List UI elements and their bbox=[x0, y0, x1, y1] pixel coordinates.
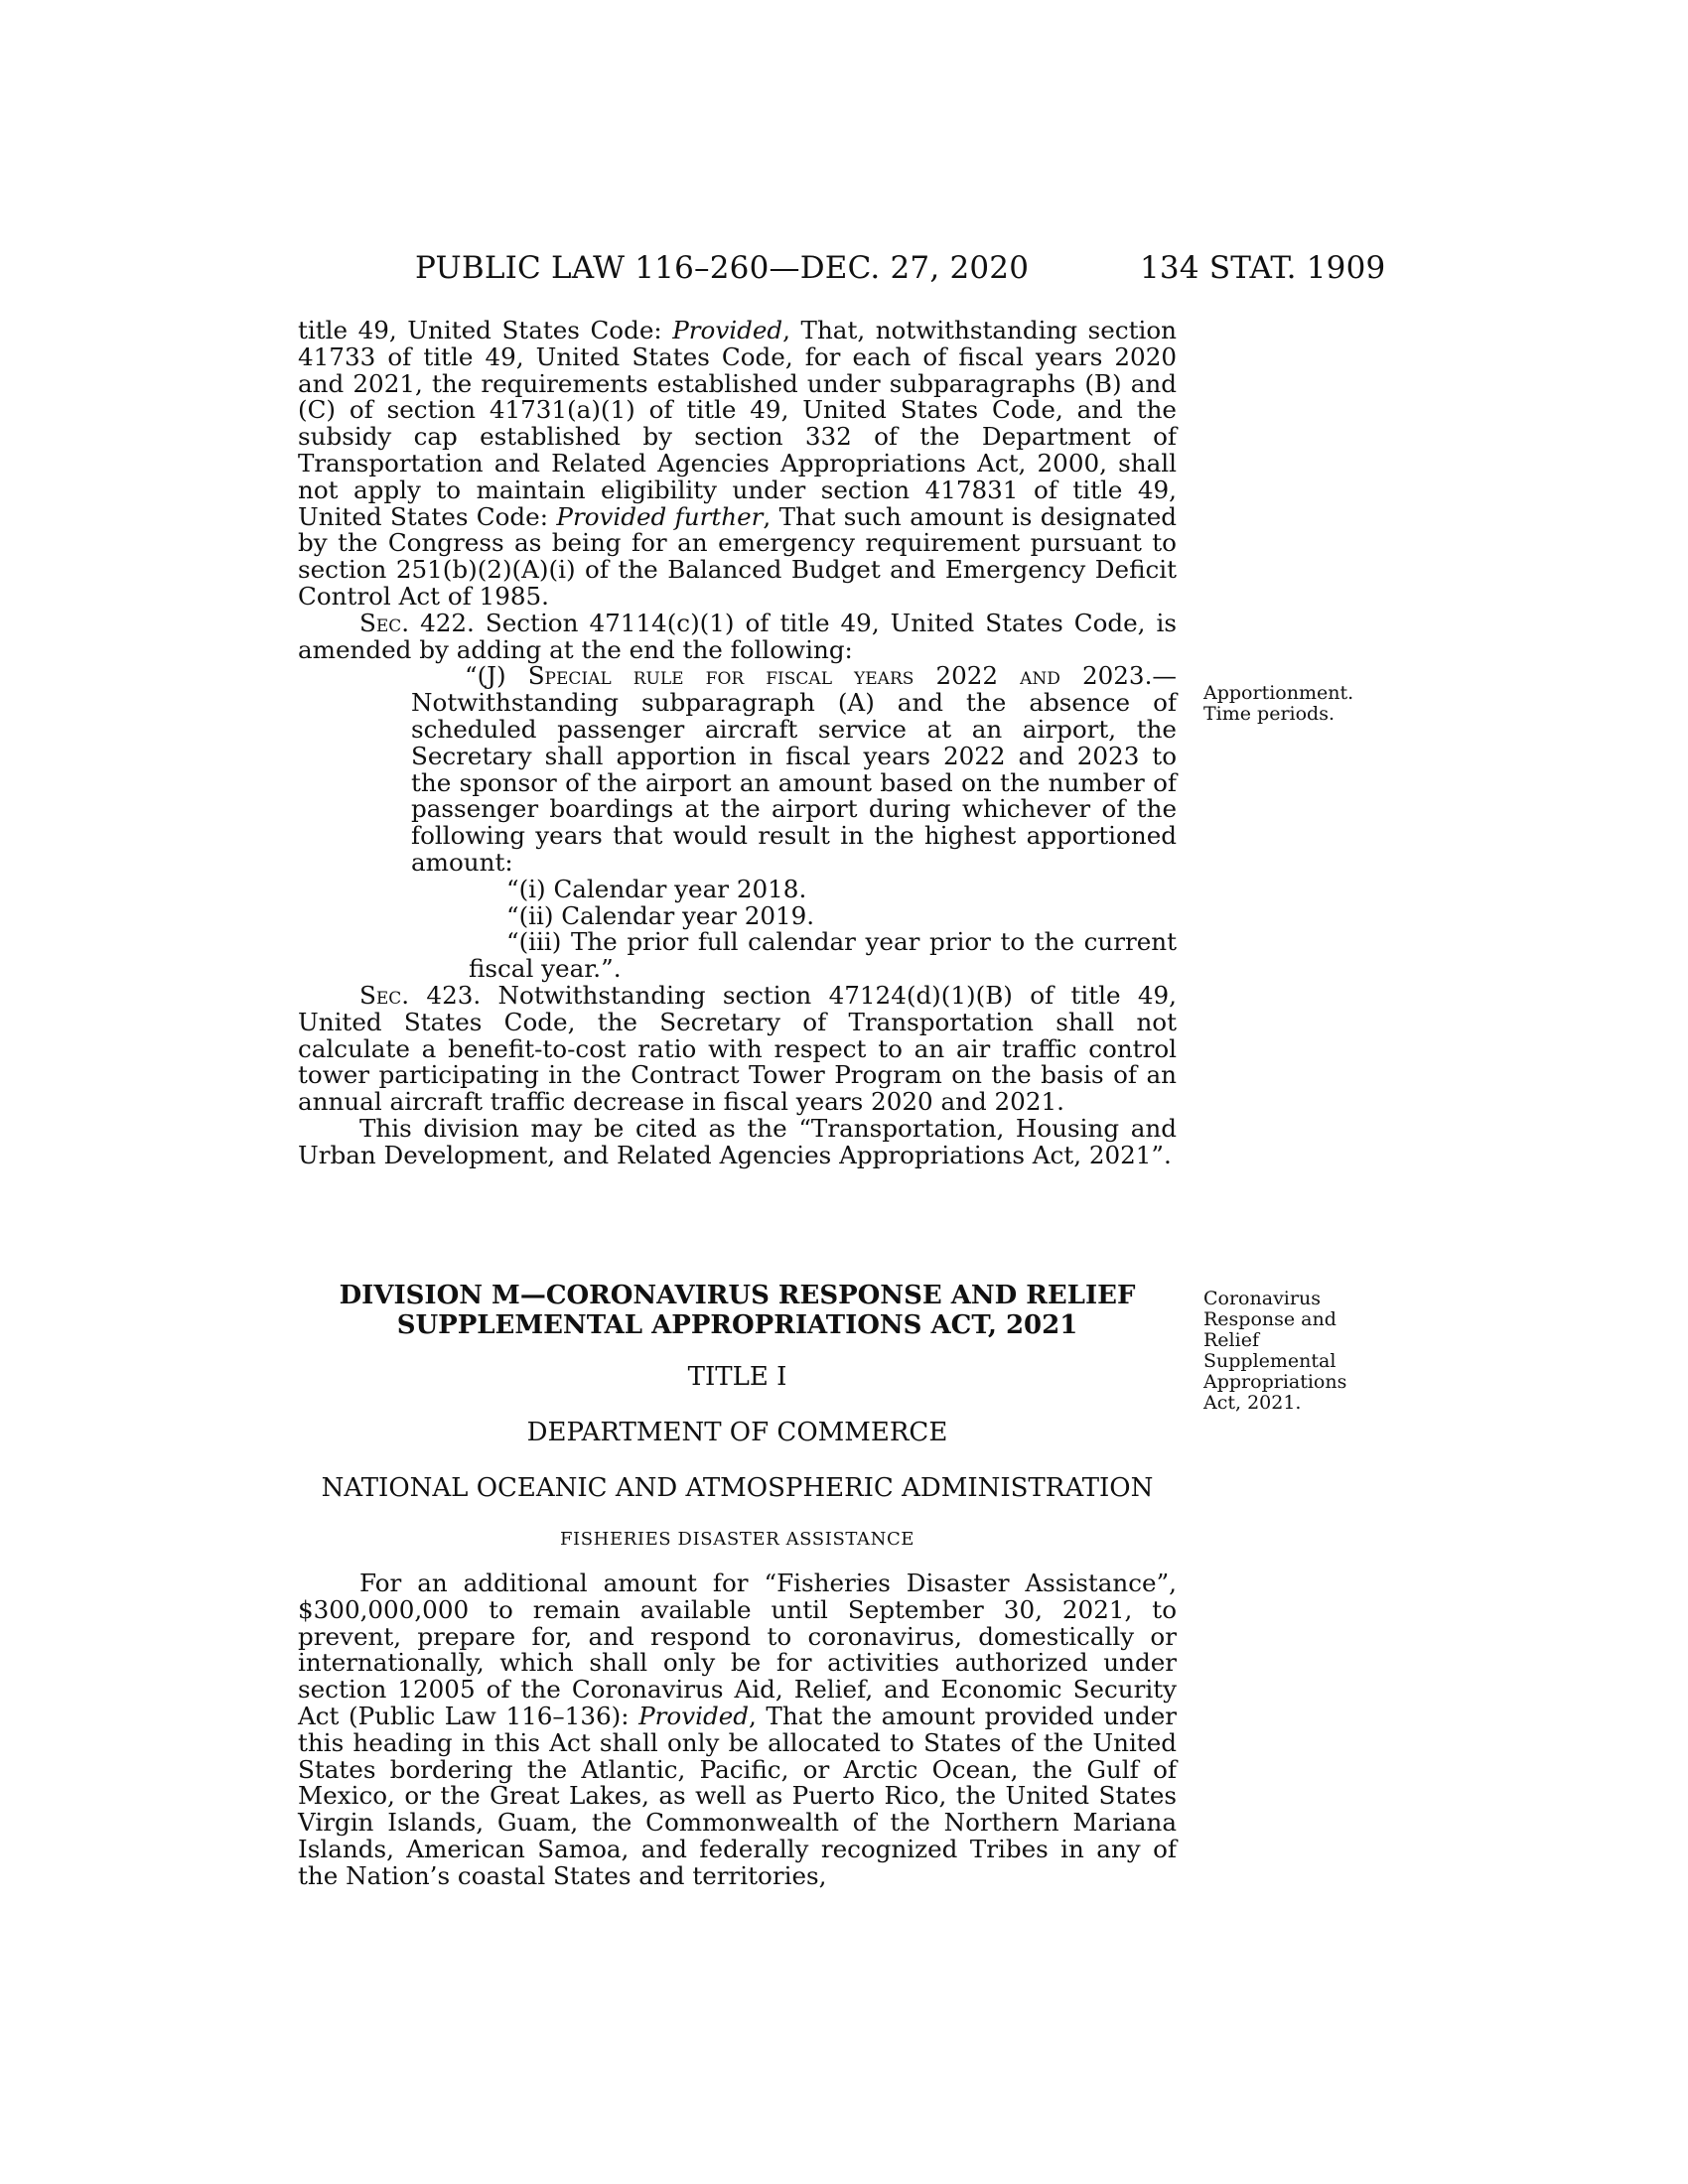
agency-heading: NATIONAL OCEANIC AND ATMOSPHERIC ADMINISTRATION bbox=[321, 1473, 1154, 1503]
fisheries-body-text bbox=[298, 1570, 1177, 1890]
running-header-law: PUBLIC LAW 116–260—DEC. 27, 2020 bbox=[415, 250, 1030, 286]
title-heading: TITLE I bbox=[687, 1362, 787, 1392]
clause-list bbox=[298, 874, 1177, 984]
subparagraph-j: “(J) Special rule for fiscal years 2022 and 2023.—Notwithstanding subparagraph (A) and the absence of scheduled passenger aircraft service at an airport, the Secretary shall apportion in fiscal years 2022 and 2023 to the sponsor of the airport an amount based on the number of passenger boardings at the airport during whichever of the following years that would result in the highest apportioned amount: bbox=[411, 661, 1177, 877]
running-header-stat-page: 134 STAT. 1909 bbox=[1140, 250, 1386, 286]
section-422: Sec. 422. Section 47114(c)(1) of title 49, United States Code, is amended by adding at the end the following: bbox=[298, 608, 1177, 664]
section-423: Sec. 423. Notwithstanding section 47124(d)(1)(B) of title 49, United States Code, the Secretary of Transportation shall not calculate a benefit-to-cost ratio with respect to an air traffic control tower participating in the Contract Tower Program on the basis of an annual aircraft traffic decrease in fiscal years 2020 and 2021. bbox=[298, 980, 1177, 1117]
margin-note-division-m: Coronavirus Response and Relief Supplemental Appropriations Act, 2021. bbox=[1203, 1288, 1347, 1414]
division-citation: This division may be cited as the “Transportation, Housing and Urban Development, and Related Agencies Appropriations Act, 2021”. bbox=[298, 1113, 1177, 1169]
fisheries-paragraph: For an additional amount for “Fisheries Disaster Assistance”, $300,000,000 to remain available until September 30, 2021, to prevent, prepare for, and respond to coronavirus, domestically or internationally, which shall only be for activities authorized under section 12005 of the Coronavirus Aid, Relief, and Economic Security Act (Public Law 116–136): Provided, That the amount provided under this heading in this Act shall only be allocated to States of the United States bordering the Atlantic, Pacific, or Arctic Ocean, the Gulf of Mexico, or the Great Lakes, as well as Puerto Rico, the United States Virgin Islands, Guam, the Commonwealth of the Northern Mariana Islands, American Samoa, and federally recognized Tribes in any of the Nation’s coastal States and territories, bbox=[298, 1569, 1177, 1890]
margin-note-apportionment: Apportionment. Time periods. bbox=[1203, 682, 1354, 725]
clause-iii: “(iii) The prior full calendar year prior to the current fiscal year.”. bbox=[469, 927, 1177, 984]
paragraph-continuation: title 49, United States Code: Provided, That, notwithstanding section 41733 of title 49, United States Code, for each of fiscal years 2020 and 2021, the requirements established under subparagraphs (B) and (C) of section 41731(a)(1) of title 49, United States Code, and the subsidy cap established by section 332 of the Department of Transportation and Related Agencies Appropriations Act, 2000, shall not apply to maintain eligibility under section 417831 of title 49, United States Code: Provided further, That such amount is designated by the Congress as being for an emergency requirement pursuant to section 251(b)(2)(A)(i) of the Balanced Budget and Emergency Deficit Control Act of 1985. bbox=[298, 316, 1177, 611]
clause-i: “(i) Calendar year 2018. bbox=[506, 874, 807, 903]
upper-body-text bbox=[298, 318, 1177, 1169]
department-heading: DEPARTMENT OF COMMERCE bbox=[526, 1418, 948, 1447]
program-heading: FISHERIES DISASTER ASSISTANCE bbox=[559, 1529, 915, 1550]
clause-ii: “(ii) Calendar year 2019. bbox=[506, 900, 815, 930]
division-heading: DIVISION M—CORONAVIRUS RESPONSE AND RELIEF SUPPLEMENTAL APPROPRIATIONS ACT, 2021 bbox=[339, 1281, 1136, 1340]
